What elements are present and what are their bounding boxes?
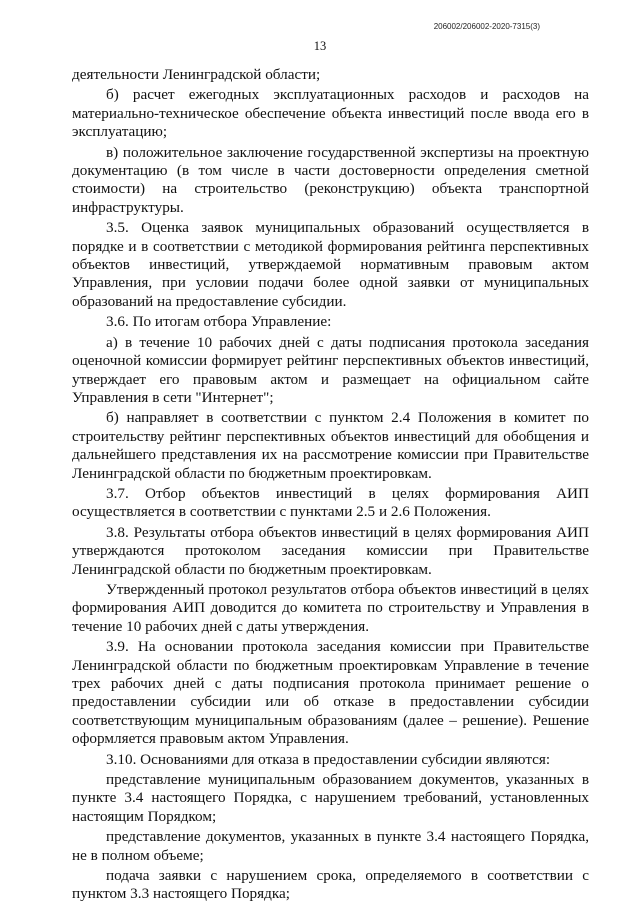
paragraph-3-6-a: а) в течение 10 рабочих дней с даты подписания протокола заседания оценочной комиссии формирует рейтинг перспективных объектов инвестиций, утверждает его правовым актом и размещает на официальном сайте Управления в сети "Интернет"; (72, 333, 589, 406)
refusal-reason-1: представление муниципальным образованием документов, указанных в пункте 3.4 настоящего Порядка, с нарушением требований, установленных настоящим Порядком; (72, 771, 589, 825)
document-body (72, 66, 589, 906)
paragraph-3-4-b: б) расчет ежегодных эксплуатационных расходов и расходов на материально-техническое обеспечение объекта инвестиций после ввода его в эксплуатацию; (72, 86, 589, 141)
paragraph-3-5: 3.5. Оценка заявок муниципальных образований осуществляется в порядке и в соответствии с методикой формирования рейтинга перспективных объектов инвестиций, утверждаемой нормативным правовым актом Управления, при условии подачи более одной заявки от муниципальных образований на предоставление субсидии. (72, 219, 589, 310)
paragraph-3-8-protocol: Утвержденный протокол результатов отбора объектов инвестиций в целях формирования АИП доводится до комитета по строительству и Управления в течение 10 рабочих дней с даты утверждения. (72, 580, 589, 635)
paragraph-3-10: 3.10. Основаниями для отказа в предоставлении субсидии являются: (106, 750, 551, 768)
document-code: 206002/206002-2020-7315(3) (433, 22, 540, 31)
refusal-reason-3: подача заявки с нарушением срока, определяемого в соответствии с пунктом 3.3 настоящего Порядка; (72, 867, 589, 903)
paragraph-3-9: 3.9. На основании протокола заседания комиссии при Правительстве Ленинградской области по бюджетным проектировкам Управление в течение трех рабочих дней с даты подписания протокола принимает решение о предоставлении субсидии или об отказе в предоставлении субсидии соответствующим муниципальным образованиям (далее – решение). Решение оформляется правовым актом Управления. (72, 638, 589, 748)
paragraph-3-8: 3.8. Результаты отбора объектов инвестиций в целях формирования АИП утверждаются протоколом заседания комиссии при Правительстве Ленинградской области по бюджетным проектировкам. (72, 523, 589, 578)
paragraph-3-6-b: б) направляет в соответствии с пунктом 2.4 Положения в комитет по строительству рейтинг перспективных объектов инвестиций для обобщения и дальнейшего представления их на рассмотрение комиссии при Правительстве Ленинградской области по бюджетным проектировкам. (72, 409, 589, 482)
paragraph-3-4-v: в) положительное заключение государственной экспертизы на проектную документацию (в том числе в части достоверности определения сметной стоимости) на строительство (реконструкцию) объекта транспортной инфраструктуры. (72, 143, 589, 216)
paragraph-continuation: деятельности Ленинградской области; (72, 66, 321, 83)
paragraph-3-6: 3.6. По итогам отбора Управление: (106, 313, 332, 331)
refusal-reason-2: представление документов, указанных в пункте 3.4 настоящего Порядка, не в полном объеме; (72, 828, 589, 864)
page-number: 13 (313, 39, 327, 53)
paragraph-3-7: 3.7. Отбор объектов инвестиций в целях формирования АИП осуществляется в соответствии с пунктами 2.5 и 2.6 Положения. (72, 484, 589, 521)
